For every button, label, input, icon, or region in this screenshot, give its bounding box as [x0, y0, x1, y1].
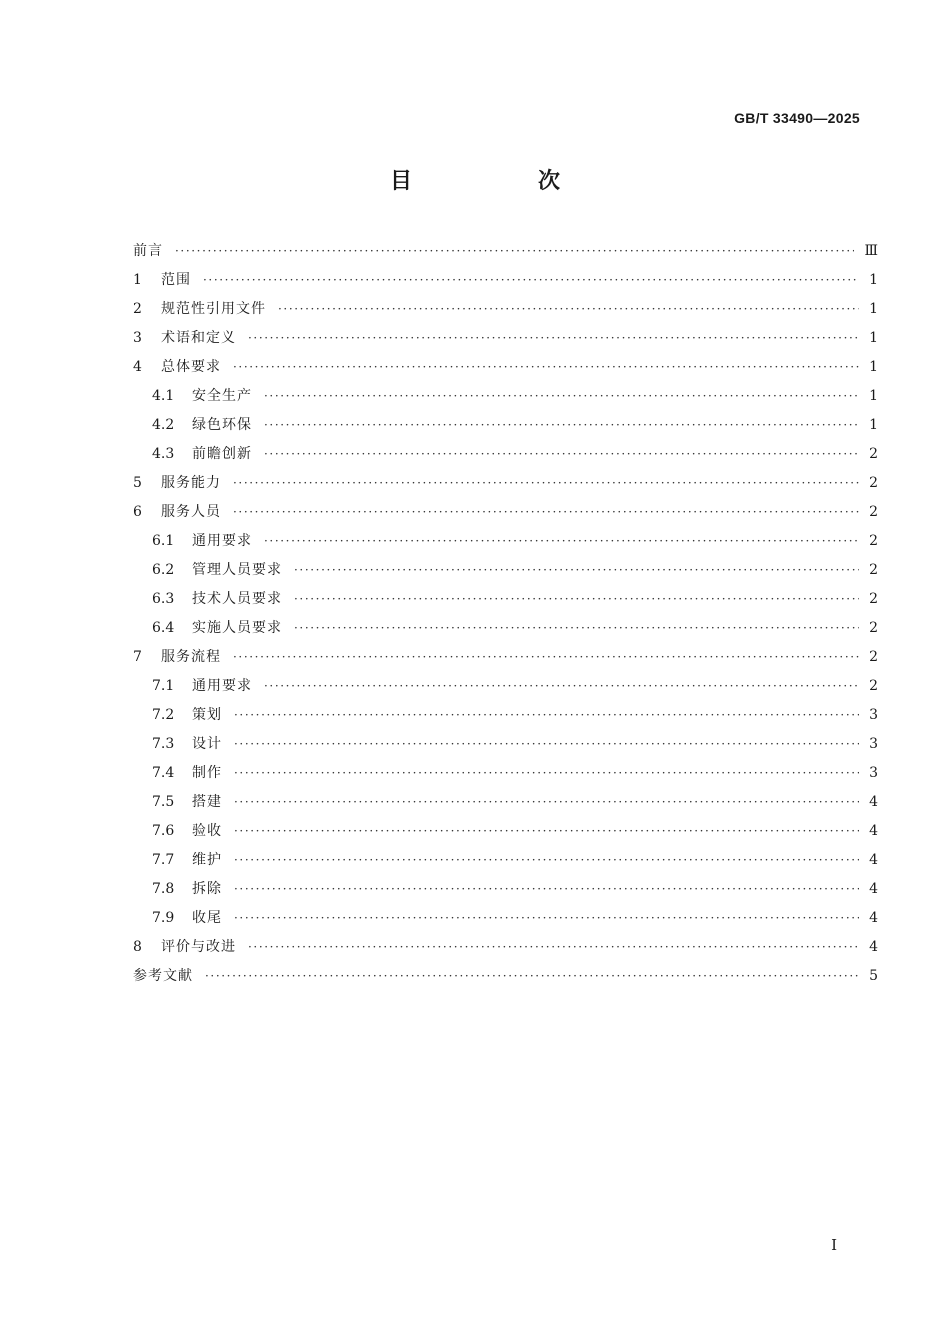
- toc-entry-page: Ⅲ: [864, 243, 878, 259]
- toc-entry[interactable]: [133, 907, 878, 936]
- toc-leader-dots: [248, 331, 859, 345]
- toc-entry-label: 服务能力: [161, 475, 221, 491]
- toc-entry[interactable]: [133, 936, 878, 965]
- toc-leader-dots: [248, 940, 859, 954]
- toc-entry-label: 服务流程: [161, 649, 221, 665]
- toc-entry-page: 2: [869, 446, 878, 462]
- toc-entry-label: 管理人员要求: [192, 562, 282, 578]
- toc-entry-page: 1: [869, 272, 878, 288]
- toc-entry-page: 4: [869, 852, 878, 868]
- toc-leader-dots: [264, 679, 859, 693]
- toc-entry-page: 5: [869, 968, 878, 984]
- toc-entry-page: 3: [869, 765, 878, 781]
- toc-entry-number: 7: [133, 649, 142, 665]
- page-title: 目 次: [389, 169, 612, 194]
- toc-entry[interactable]: [133, 559, 878, 588]
- toc-entry[interactable]: [133, 733, 878, 762]
- toc-entry-page: 3: [869, 707, 878, 723]
- toc-entry-number: 4: [133, 359, 142, 375]
- toc-leader-dots: [234, 766, 859, 780]
- toc-entry-number: 3: [133, 330, 142, 346]
- toc-entry[interactable]: [133, 820, 878, 849]
- footer-page-number: Ⅰ: [831, 1236, 837, 1254]
- toc-entry-number: 6.3: [152, 591, 175, 607]
- toc-entry-number: 7.3: [152, 736, 175, 752]
- toc-entry[interactable]: [133, 791, 878, 820]
- toc-entry-label: 规范性引用文件: [161, 301, 266, 317]
- toc-entry[interactable]: [133, 617, 878, 646]
- toc-entry[interactable]: [133, 501, 878, 530]
- toc-entry-page: 2: [869, 504, 878, 520]
- toc-leader-dots: [234, 737, 859, 751]
- toc-leader-dots: [233, 505, 859, 519]
- toc-entry-number: 6: [133, 504, 142, 520]
- toc-leader-dots: [234, 824, 859, 838]
- toc-entry-page: 2: [869, 620, 878, 636]
- toc-entry-label: 验收: [192, 823, 222, 839]
- toc-entry-number: 7.8: [152, 881, 175, 897]
- toc-entry-label: 制作: [192, 765, 222, 781]
- toc-entry-page: 2: [869, 678, 878, 694]
- toc-leader-dots: [294, 592, 859, 606]
- toc-entry-number: 2: [133, 301, 142, 317]
- toc-leader-dots: [234, 708, 859, 722]
- toc-leader-dots: [234, 882, 859, 896]
- toc-entry[interactable]: [133, 704, 878, 733]
- standard-number: GB/T 33490—2025: [734, 110, 860, 126]
- toc-entry[interactable]: [133, 269, 878, 298]
- toc-entry[interactable]: [133, 298, 878, 327]
- toc-leader-dots: [234, 853, 859, 867]
- toc-entry[interactable]: [133, 472, 878, 501]
- toc-entry[interactable]: [133, 443, 878, 472]
- toc-entry-number: 7.1: [152, 678, 175, 694]
- toc-entry-page: 4: [869, 823, 878, 839]
- toc-entry[interactable]: [133, 530, 878, 559]
- toc-entry[interactable]: [133, 327, 878, 356]
- toc-entry-page: 2: [869, 475, 878, 491]
- toc-entry[interactable]: [133, 646, 878, 675]
- toc-entry-page: 1: [869, 388, 878, 404]
- toc-entry-page: 4: [869, 939, 878, 955]
- toc-leader-dots: [233, 360, 859, 374]
- toc-entry[interactable]: [133, 588, 878, 617]
- toc-entry-page: 2: [869, 649, 878, 665]
- toc-entry-number: 4.3: [152, 446, 175, 462]
- toc-entry[interactable]: [133, 878, 878, 907]
- toc-entry-label: 总体要求: [161, 359, 221, 375]
- toc-entry-page: 4: [869, 881, 878, 897]
- toc-entry[interactable]: [133, 356, 878, 385]
- toc-entry[interactable]: [133, 849, 878, 878]
- toc-entry-label: 维护: [192, 852, 222, 868]
- toc-entry-page: 2: [869, 562, 878, 578]
- toc-entry-label: 拆除: [192, 881, 222, 897]
- toc-entry-page: 3: [869, 736, 878, 752]
- toc-entry-label: 实施人员要求: [192, 620, 282, 636]
- toc-entry-label: 技术人员要求: [192, 591, 282, 607]
- toc-leader-dots: [264, 389, 859, 403]
- toc-leader-dots: [264, 447, 859, 461]
- toc-entry-number: 7.6: [152, 823, 175, 839]
- toc-entry[interactable]: [133, 965, 878, 994]
- toc-entry-label: 安全生产: [192, 388, 252, 404]
- toc-leader-dots: [205, 969, 859, 983]
- toc-entry-label: 策划: [192, 707, 222, 723]
- toc-entry[interactable]: [133, 385, 878, 414]
- toc-entry-label: 范围: [161, 272, 191, 288]
- toc-entry-number: 1: [133, 272, 142, 288]
- toc-entry-number: 7.4: [152, 765, 175, 781]
- table-of-contents: [133, 240, 878, 994]
- toc-entry[interactable]: [133, 240, 878, 269]
- toc-entry-page: 1: [869, 417, 878, 433]
- toc-entry-label: 通用要求: [192, 533, 252, 549]
- toc-leader-dots: [234, 911, 859, 925]
- toc-leader-dots: [233, 476, 859, 490]
- toc-entry-number: 6.1: [152, 533, 175, 549]
- toc-leader-dots: [175, 244, 854, 258]
- toc-entry-label: 前言: [133, 243, 163, 259]
- toc-leader-dots: [294, 621, 859, 635]
- toc-leader-dots: [264, 534, 859, 548]
- toc-entry-page: 4: [869, 794, 878, 810]
- toc-leader-dots: [234, 795, 859, 809]
- toc-leader-dots: [233, 650, 859, 664]
- toc-entry-number: 4.2: [152, 417, 175, 433]
- toc-entry-page: 4: [869, 910, 878, 926]
- toc-entry-number: 7.7: [152, 852, 175, 868]
- toc-entry-label: 收尾: [192, 910, 222, 926]
- toc-entry[interactable]: [133, 762, 878, 791]
- toc-entry-number: 8: [133, 939, 142, 955]
- toc-entry[interactable]: [133, 414, 878, 443]
- toc-entry-page: 1: [869, 330, 878, 346]
- toc-entry-number: 7.5: [152, 794, 175, 810]
- toc-entry-label: 通用要求: [192, 678, 252, 694]
- toc-entry-page: 2: [869, 533, 878, 549]
- toc-entry-page: 2: [869, 591, 878, 607]
- toc-entry-label: 术语和定义: [161, 330, 236, 346]
- toc-leader-dots: [203, 273, 859, 287]
- toc-entry-number: 5: [133, 475, 142, 491]
- toc-leader-dots: [278, 302, 859, 316]
- toc-entry-label: 评价与改进: [161, 939, 236, 955]
- toc-entry-label: 搭建: [192, 794, 222, 810]
- toc-entry-number: 6.4: [152, 620, 175, 636]
- toc-leader-dots: [264, 418, 859, 432]
- toc-leader-dots: [294, 563, 859, 577]
- toc-entry-number: 6.2: [152, 562, 175, 578]
- toc-entry-label: 绿色环保: [192, 417, 252, 433]
- toc-entry-label: 前瞻创新: [192, 446, 252, 462]
- toc-entry-number: 4.1: [152, 388, 175, 404]
- toc-entry-label: 设计: [192, 736, 222, 752]
- toc-entry-number: 7.9: [152, 910, 175, 926]
- toc-entry-page: 1: [869, 359, 878, 375]
- toc-entry[interactable]: [133, 675, 878, 704]
- toc-entry-label: 服务人员: [161, 504, 221, 520]
- toc-entry-page: 1: [869, 301, 878, 317]
- toc-entry-label: 参考文献: [133, 968, 193, 984]
- toc-entry-number: 7.2: [152, 707, 175, 723]
